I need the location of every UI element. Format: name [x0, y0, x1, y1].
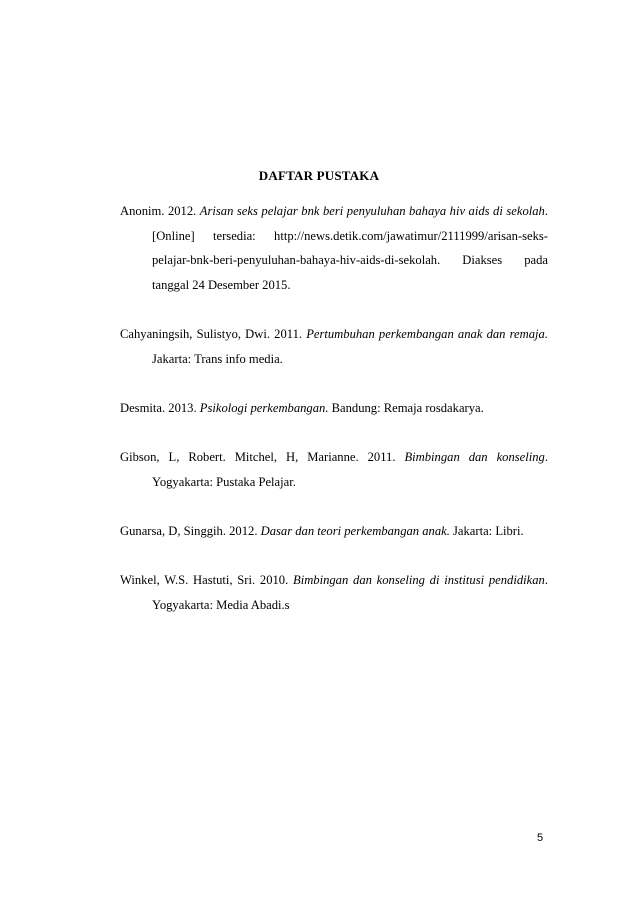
reference-work-title: Bimbingan dan konseling di institusi pendidikan [293, 572, 545, 587]
reference-lead: Cahyaningsih, Sulistyo, Dwi. 2011. [120, 326, 307, 341]
reference-work-title: Bimbingan dan konseling [404, 449, 545, 464]
reference-tail: Bandung: Remaja rosdakarya. [328, 400, 484, 415]
reference-lead: Gibson, L, Robert. Mitchel, H, Marianne. 2011. [120, 449, 405, 464]
reference-item [120, 199, 548, 297]
reference-work-title: Arisan seks pelajar bnk beri penyuluhan bahaya hiv aids di sekolah [199, 204, 545, 218]
reference-lead: Anonim. 2012. [120, 204, 200, 218]
reference-item [120, 322, 548, 371]
reference-item [120, 519, 548, 544]
reference-tail: . Yogyakarta: Media Abadi.s [152, 572, 548, 612]
reference-lead: Winkel, W.S. Hastuti, Sri. 2010. [120, 572, 293, 587]
reference-tail: . [Online] tersedia: http://news.detik.com/jawatimur/2111999/arisan-seks-pelajar-bnk-beri-penyuluhan-bahaya-hiv-aids-di-sekolah. Diakses pada tanggal 24 Desember 2015. [152, 204, 548, 292]
reference-item [120, 445, 548, 494]
reference-work-title: Pertumbuhan perkembangan anak dan remaja. [306, 326, 548, 341]
reference-tail: Jakarta: Libri. [449, 523, 524, 538]
reference-lead: Gunarsa, D, Singgih. 2012. [120, 523, 261, 538]
reference-work-title: Psikologi perkembangan. [199, 400, 329, 415]
reference-tail: Jakarta: Trans info media. [152, 351, 283, 366]
page-number: 5 [537, 832, 544, 844]
reference-list [120, 199, 548, 642]
reference-item [120, 568, 548, 617]
reference-item [120, 396, 548, 421]
reference-lead: Desmita. 2013. [120, 400, 200, 415]
page-title: DAFTAR PUSTAKA [258, 168, 380, 183]
reference-tail: . Yogyakarta: Pustaka Pelajar. [152, 449, 549, 489]
reference-work-title: Dasar dan teori perkembangan anak. [260, 523, 450, 538]
